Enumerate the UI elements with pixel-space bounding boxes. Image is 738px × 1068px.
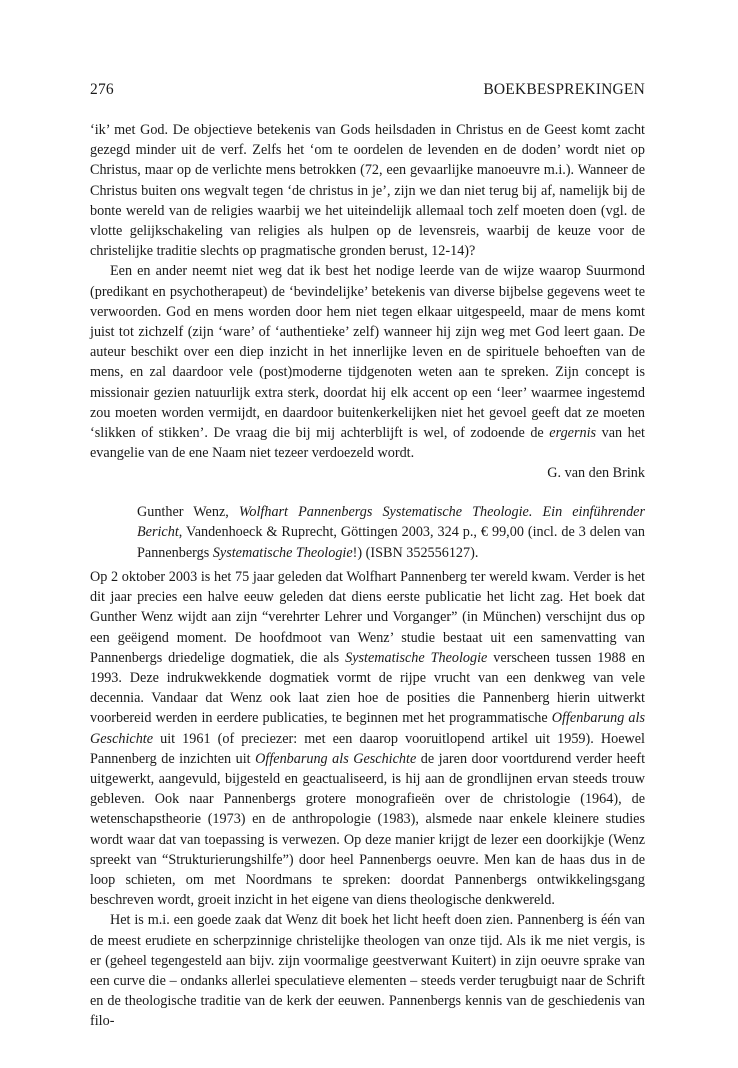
text-run: Het is m.i. een goede zaak dat Wenz dit boek het licht heeft doen zien. Pannenberg is één van de meest erudiete en scherpzinnige christelijke theologen van onze tijd. Als ik me niet vergis, is er (geheel tegengesteld aan bijv. zijn voormalige geestverwant Kuitert) in zijn oeuvre sprake van een curve die – ondanks allerlei speculatieve elementen – steeds verder terugbuigt naar de Schrift en de theologische traditie van de kerk der eeuwen. Pannenbergs kennis van de geschiedenis van filo- (90, 912, 645, 1030)
review-2-paragraph-1 (90, 567, 645, 910)
review-2-paragraph-2 (90, 910, 645, 1031)
running-head (90, 81, 645, 99)
italic-run: Systematische Theologie (345, 649, 488, 666)
text-run: verscheen tussen 1988 en 1993. Deze indrukwekkende dogmatiek vormt de rijpe vrucht van een denkweg van vele decennia. Vandaar dat Wenz ook laat zien hoe de posities die Pannenberg hierin uitwerkt voorbereid werden in eerdere publicaties, te beginnen met het programmatische (90, 649, 645, 727)
text-run: de jaren door voortdurend verder heeft uitgewerkt, aangevuld, bijgesteld en geactualiseerd, is hij aan de grondlijnen ervan steeds trouw gebleven. Ook naar Pannenbergs grotere monografieën over de christologie (1964), de wetenschapstheorie (1973) en de anthropologie (1983), alsmede naar enkele kleinere studies wordt waar dat van toepassing is verwezen. Op deze manier krijgt de lezer een doorkijkje (Wenz spreekt van “Strukturierungshilfe”) door heel Pannenbergs oeuvre. Men kan de haas dus in de loop schieten, om met Noordmans te spreken: doordat Pannenbergs ontwikkelingsgang beschreven wordt, groeit inzicht in het eigene van diens theologische denkwereld. (90, 750, 646, 909)
page-number: 276 (90, 81, 114, 98)
review-1-signature: G. van den Brink (547, 465, 645, 482)
italic-run: Offenbarung als Geschichte (90, 710, 645, 747)
text-run: !) (ISBN 352556127). (352, 544, 479, 561)
text-run: , Vandenhoeck & Ruprecht, Göttingen 2003, 324 p., € 99,00 (incl. de 3 delen van Pannenbergs (137, 524, 645, 561)
review-2-citation (137, 502, 645, 563)
italic-run: Systematische Theologie (212, 544, 353, 561)
text-run: Een en ander neemt niet weg dat ik best het nodige leerde van de wijze waarop Suurmond (predikant en psychotherapeut) de ‘bevindelijke’ betekenis van diverse bijbelse gegevens weet te verwoorden. God en mens worden door hem niet tegen elkaar uitgespeeld, maar de mens komt juist tot zichzelf (zijn ‘ware’ of ‘authentieke’ zelf) wanneer hij zijn weg met God leert gaan. De auteur beschikt over een diep inzicht in het innerlijke leven en de spirituele behoeften van de mens, en zal daardoor vele (post)moderne tijdgenoten weten aan te spreken. Zijn concept is missionair gezien natuurlijk extra sterk, doordat hij elk accent op een ‘leer’ waarmee ingestemd zou moeten worden vermijdt, en daardoor buitenkerkelijken niet het gevoel geeft dat ze moeten ‘slikken of stikken’. De vraag die bij mij achterblijft is wel, of zodoende de (90, 263, 645, 442)
text-run: van het evangelie van de ene Naam niet tezeer verdoezeld wordt. (90, 425, 645, 462)
italic-run: Wolfhart Pannenbergs Systematische Theologie. Ein einführender Bericht (137, 504, 645, 541)
text-run: uit 1961 (of preciezer: met een daarop vooruitlopend artikel uit 1959). Hoewel Pannenberg de inzichten uit (90, 730, 645, 767)
review-1-body (90, 120, 645, 484)
section-title: BOEKBESPREKINGEN (483, 81, 645, 98)
text-run: Gunther Wenz, (137, 504, 239, 520)
review-1-paragraph-2 (90, 261, 645, 463)
review-2-body (90, 567, 645, 1032)
text-run: ‘ik’ met God. De objectieve betekenis van Gods heilsdaden in Christus en de Geest komt zacht gezegd minder uit de verf. Zelfs het ‘om te oordelen de levenden en de doden’ wordt niet op Christus, maar op de verlichte mens betrokken (72, een gevaarlijke manoeuvre m.i.). Wanneer de Christus buiten ons wegvalt tegen ‘de christus in je’, zijn we dan niet terug bij af, namelijk bij de bonte wereld van de religies waarbij we het uiteindelijk allemaal toch zelf moeten doen (vgl. de vlotte gelijkschakeling van religies als hulpen op de levensreis, waarbij de keuze voor de christelijke traditie slechts op pragmatische gronden berust, 12-14)? (90, 122, 645, 260)
italic-run: ergernis (549, 425, 597, 442)
text-run: Op 2 oktober 2003 is het 75 jaar geleden dat Wolfhart Pannenberg ter wereld kwam. Verder is het dit jaar precies een halve eeuw geleden dat diens eerste publicatie het licht zag. Het boek dat Gunther Wenz wijdt aan zijn “verehrter Lehrer und Vorganger” (in München) verschijnt dus op een geëigend moment. De hoofdmoot van Wenz’ studie bestaat uit een samenvatting van Pannenbergs driedelige dogmatiek, die als (90, 569, 645, 666)
italic-run: Offenbarung als Geschichte (255, 750, 417, 767)
review-1-paragraph-1 (90, 120, 645, 261)
